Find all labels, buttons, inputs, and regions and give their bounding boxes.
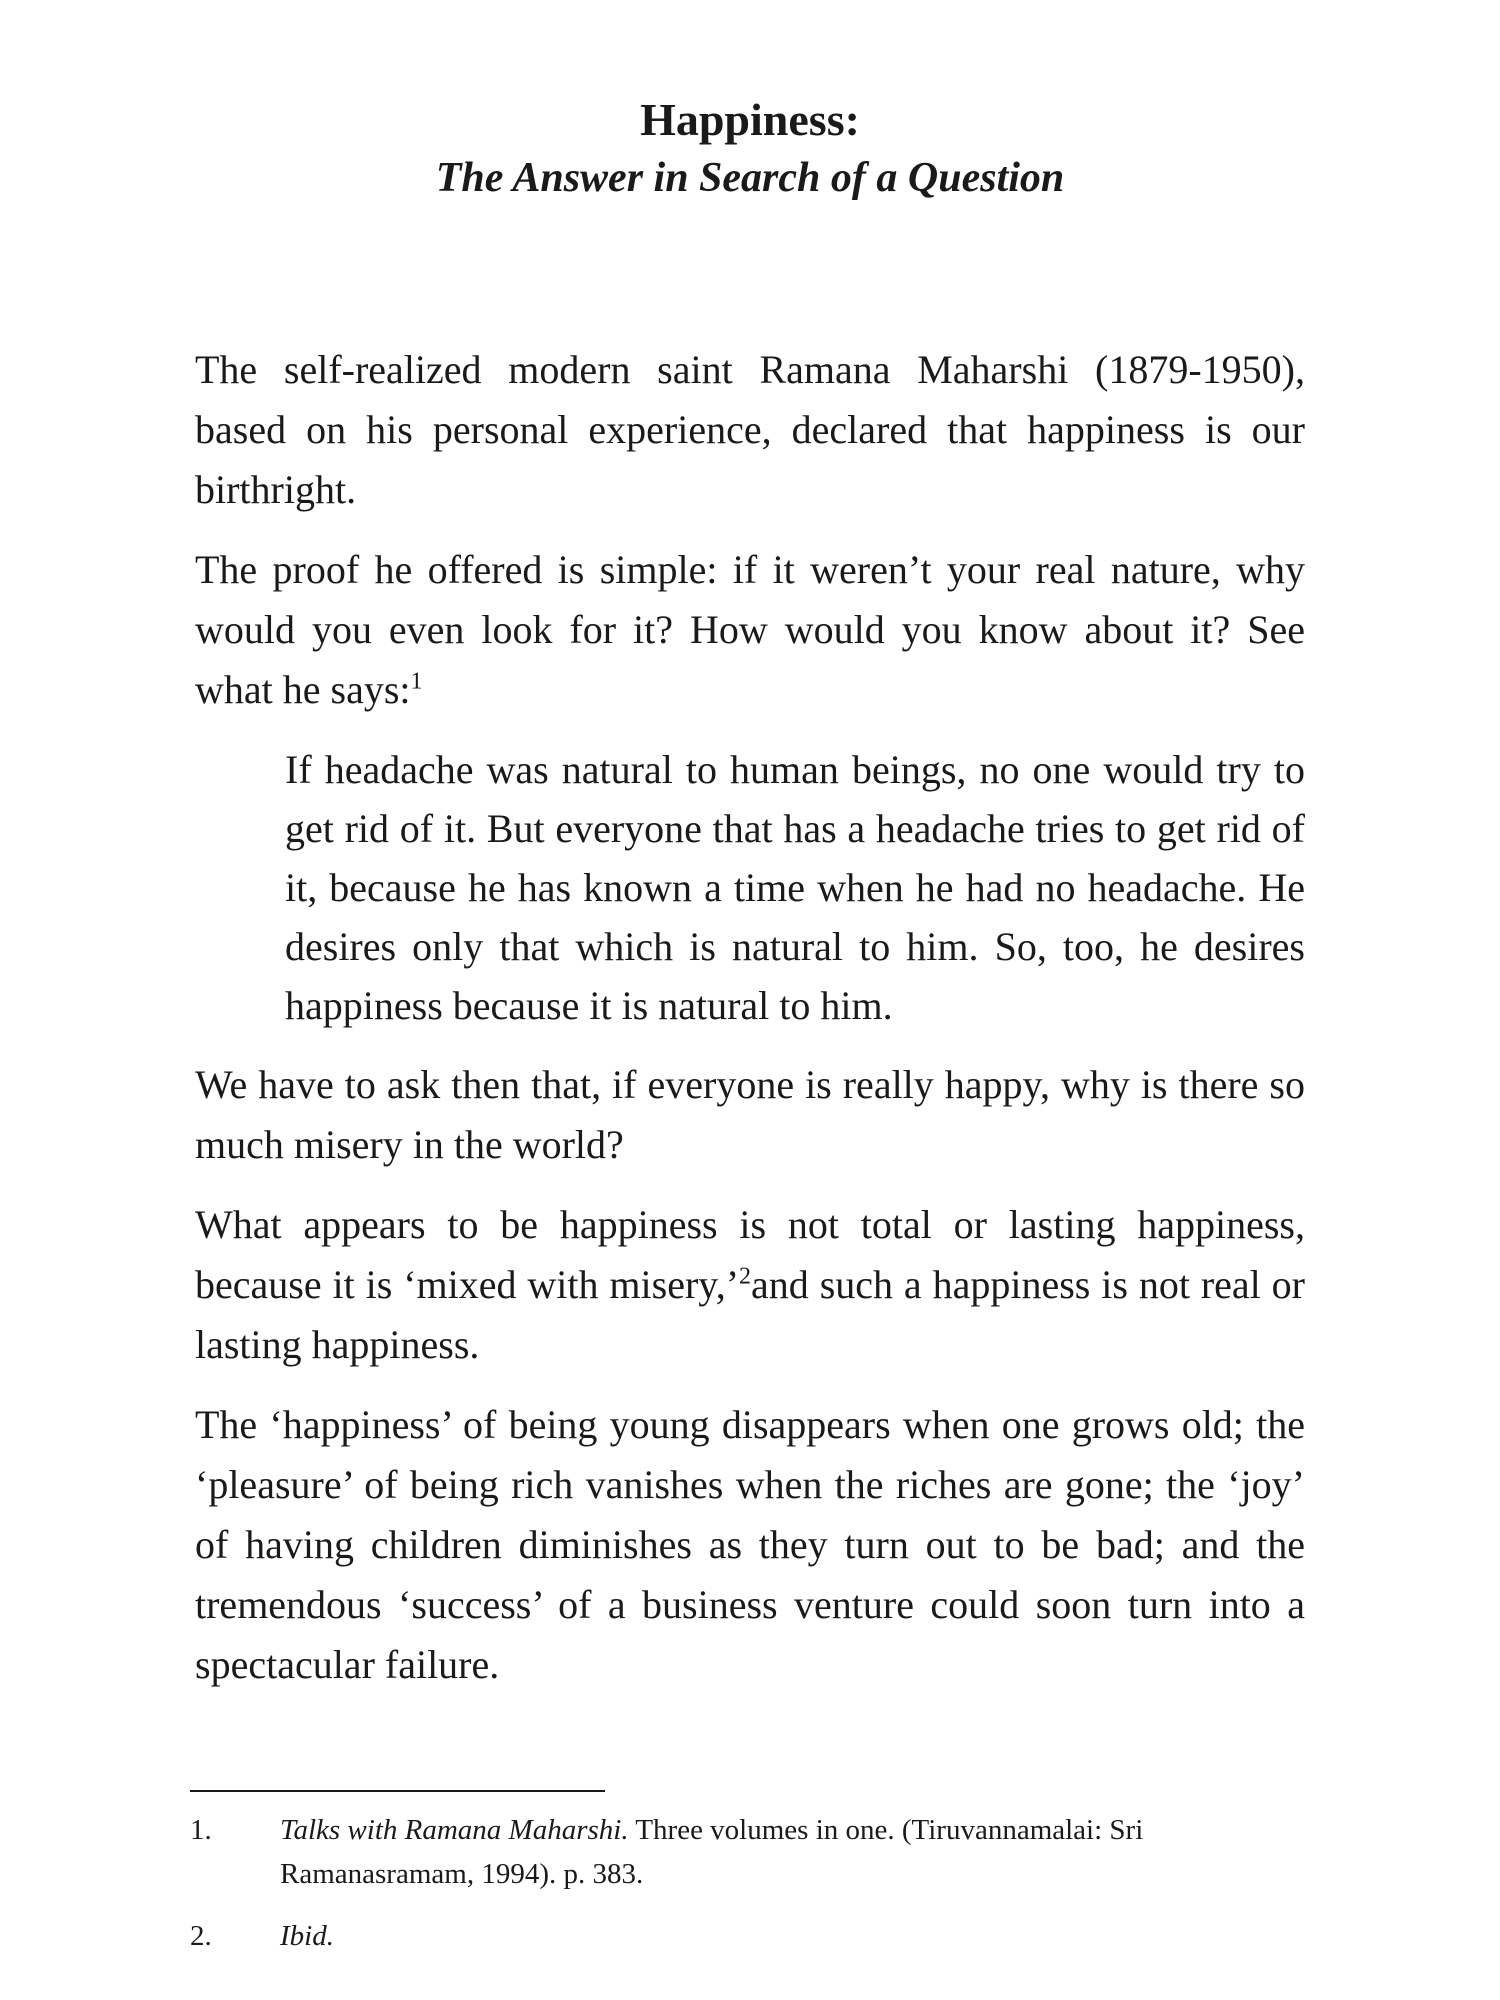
paragraph-4-after: and such a happiness is not real or lasting happiness. bbox=[195, 1262, 1306, 1367]
paragraph-1: The self-realized modern saint Ramana Maharshi (1879-1950), based on his personal experience, declared that happiness is our birthright. bbox=[195, 347, 1305, 512]
body-text bbox=[195, 340, 1305, 1715]
footnote-text bbox=[280, 1914, 1305, 1958]
footnote-source-details: Three volumes in one. (Tiruvannamalai: Sri Ramanasramam, 1994). p. 383. bbox=[280, 1814, 1144, 1890]
footnote-source-title: Ibid. bbox=[280, 1920, 334, 1952]
paragraph-3: We have to ask then that, if everyone is really happy, why is there so much misery in the world? bbox=[195, 1062, 1305, 1167]
footnote-number: 1. bbox=[190, 1814, 212, 1846]
paragraph-2-text: The proof he offered is simple: if it weren’t your real nature, why would you even look for it? How would you know about it? See what he says: bbox=[195, 547, 1305, 712]
footnote-text bbox=[280, 1808, 1305, 1896]
footnote-2 bbox=[190, 1914, 1305, 1958]
footnotes bbox=[190, 1808, 1305, 1976]
chapter-subtitle: The Answer in Search of a Question bbox=[435, 155, 1065, 201]
paragraph-5: The ‘happiness’ of being young disappears when one grows old; the ‘pleasure’ of being rich vanishes when the riches are gone; the ‘joy’ of having children diminishes as they turn out to be bad; and the tremendous ‘success’ of a business venture could soon turn into a spectacular failure. bbox=[195, 1402, 1305, 1687]
paragraph-4-before: What appears to be happiness is not total or lasting happiness, because it is ‘mixed with misery,’ bbox=[195, 1202, 1305, 1307]
footnote-source-title: Talks with Ramana Maharshi. bbox=[280, 1814, 629, 1846]
footnote-number: 2. bbox=[190, 1920, 212, 1952]
paragraph-4 bbox=[195, 1195, 1305, 1375]
footnote-ref-2: 2 bbox=[739, 1263, 752, 1290]
chapter-title: Happiness: bbox=[640, 94, 860, 145]
footnote-divider bbox=[190, 1790, 605, 1792]
footnote-ref-1: 1 bbox=[410, 668, 423, 695]
block-quote: If headache was natural to human beings, no one would try to get rid of it. But everyone that has a headache tries to get rid of it, because he has known a time when he had no headache. He desires only that which is natural to him. So, too, he desires happiness because it is natural to him. bbox=[285, 747, 1305, 1028]
paragraph-2 bbox=[195, 540, 1305, 720]
footnote-1 bbox=[190, 1808, 1305, 1896]
